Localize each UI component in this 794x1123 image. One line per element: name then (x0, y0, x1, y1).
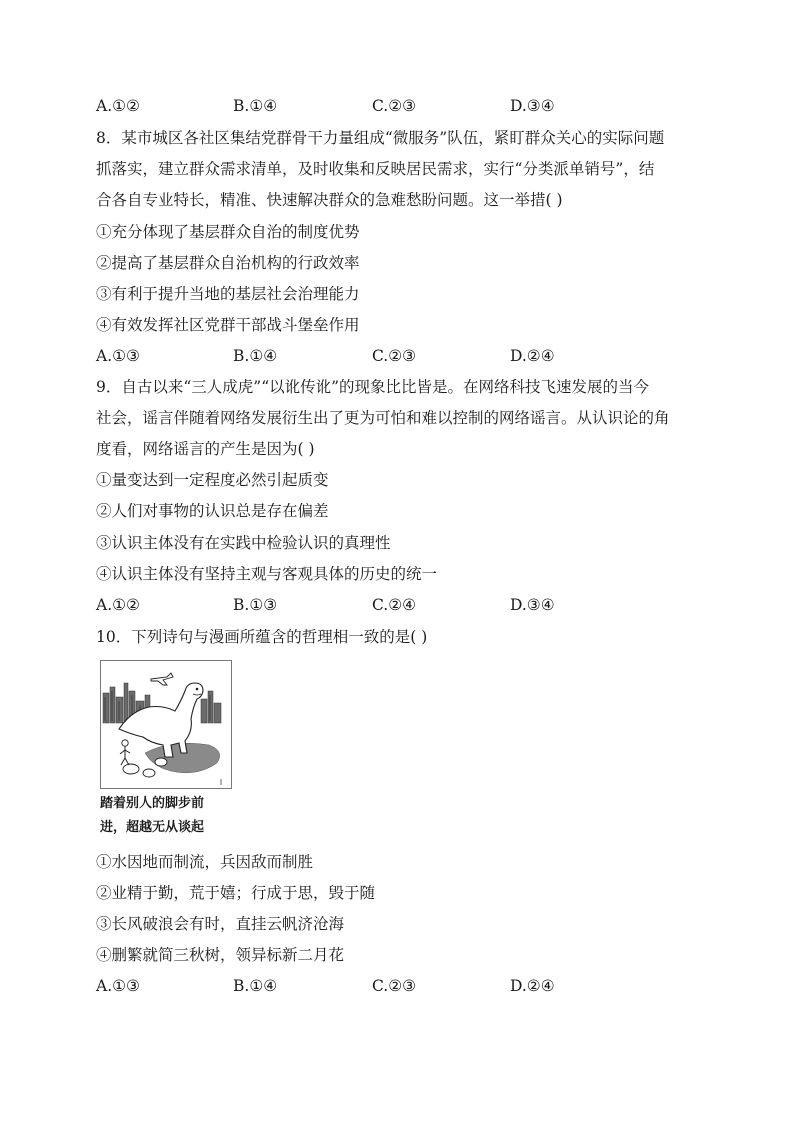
q7-option-d: D.③④ (510, 97, 555, 115)
cartoon-caption-line-2: 进，超越无从谈起 (100, 820, 205, 835)
q10-item-4: ④删繁就简三秋树，领异标新二月花 (96, 946, 345, 964)
q8-stem-line-2: 抓落实，建立群众需求清单，及时收集和反映居民需求，实行“分类派单销号”，结 (96, 160, 655, 178)
q7-option-c: C.②③ (372, 97, 417, 115)
q9-stem-line-2: 社会，谣言伴随着网络发展衍生出了更为可怕和难以控制的网络谣言。从认识论的角 (96, 409, 670, 427)
cartoon-image (100, 660, 232, 789)
q7-option-a: A.①② (96, 97, 140, 115)
q8-item-2: ②提高了基层群众自治机构的行政效率 (96, 254, 360, 272)
q8-item-3: ③有利于提升当地的基层社会治理能力 (96, 285, 360, 303)
q9-item-1: ①量变达到一定程度必然引起质变 (96, 471, 329, 489)
q8-option-d: D.②④ (510, 347, 555, 365)
q8-stem-line-1: 8．某市城区各社区集结党群骨干力量组成“微服务”队伍，紧盯群众关心的实际问题 (96, 129, 665, 147)
cartoon-caption-line-1: 踏着别人的脚步前 (100, 796, 205, 811)
q10-item-2: ②业精于勤，荒于嬉；行成于思，毁于随 (96, 884, 376, 902)
dinosaur-cartoon-illustration (101, 661, 231, 788)
q8-item-4: ④有效发挥社区党群干部战斗堡垒作用 (96, 316, 360, 334)
q10-option-d: D.②④ (510, 977, 555, 995)
q9-item-3: ③认识主体没有在实践中检验认识的真理性 (96, 534, 391, 552)
q10-item-3: ③长风破浪会有时，直挂云帆济沧海 (96, 915, 345, 933)
q7-option-b: B.①④ (233, 97, 278, 115)
q10-option-a: A.①③ (96, 977, 140, 995)
q8-option-a: A.①③ (96, 347, 140, 365)
q9-stem-line-1: 9．自古以来“三人成虎”“以讹传讹”的现象比比皆是。在网络科技飞速发展的当今 (96, 378, 650, 396)
q10-item-1: ①水因地而制流，兵因敌而制胜 (96, 853, 314, 871)
q9-option-d: D.③④ (510, 596, 555, 614)
q10-option-c: C.②③ (372, 977, 417, 995)
q8-option-b: B.①④ (233, 347, 278, 365)
q9-item-2: ②人们对事物的认识总是存在偏差 (96, 502, 329, 520)
q9-option-c: C.②④ (372, 596, 417, 614)
q8-stem-line-3: 合各自专业特长，精准、快速解决群众的急难愁盼问题。这一举措( ) (96, 191, 563, 209)
q8-item-1: ①充分体现了基层群众自治的制度优势 (96, 223, 360, 241)
q8-option-c: C.②③ (372, 347, 417, 365)
q10-stem: 10．下列诗句与漫画所蕴含的哲理相一致的是( ) (96, 628, 428, 646)
q9-stem-line-3: 度看，网络谣言的产生是因为( ) (96, 440, 315, 458)
q9-option-a: A.①② (96, 596, 140, 614)
q9-item-4: ④认识主体没有坚持主观与客观具体的历史的统一 (96, 565, 438, 583)
q9-option-b: B.①③ (233, 596, 278, 614)
q10-option-b: B.①④ (233, 977, 278, 995)
